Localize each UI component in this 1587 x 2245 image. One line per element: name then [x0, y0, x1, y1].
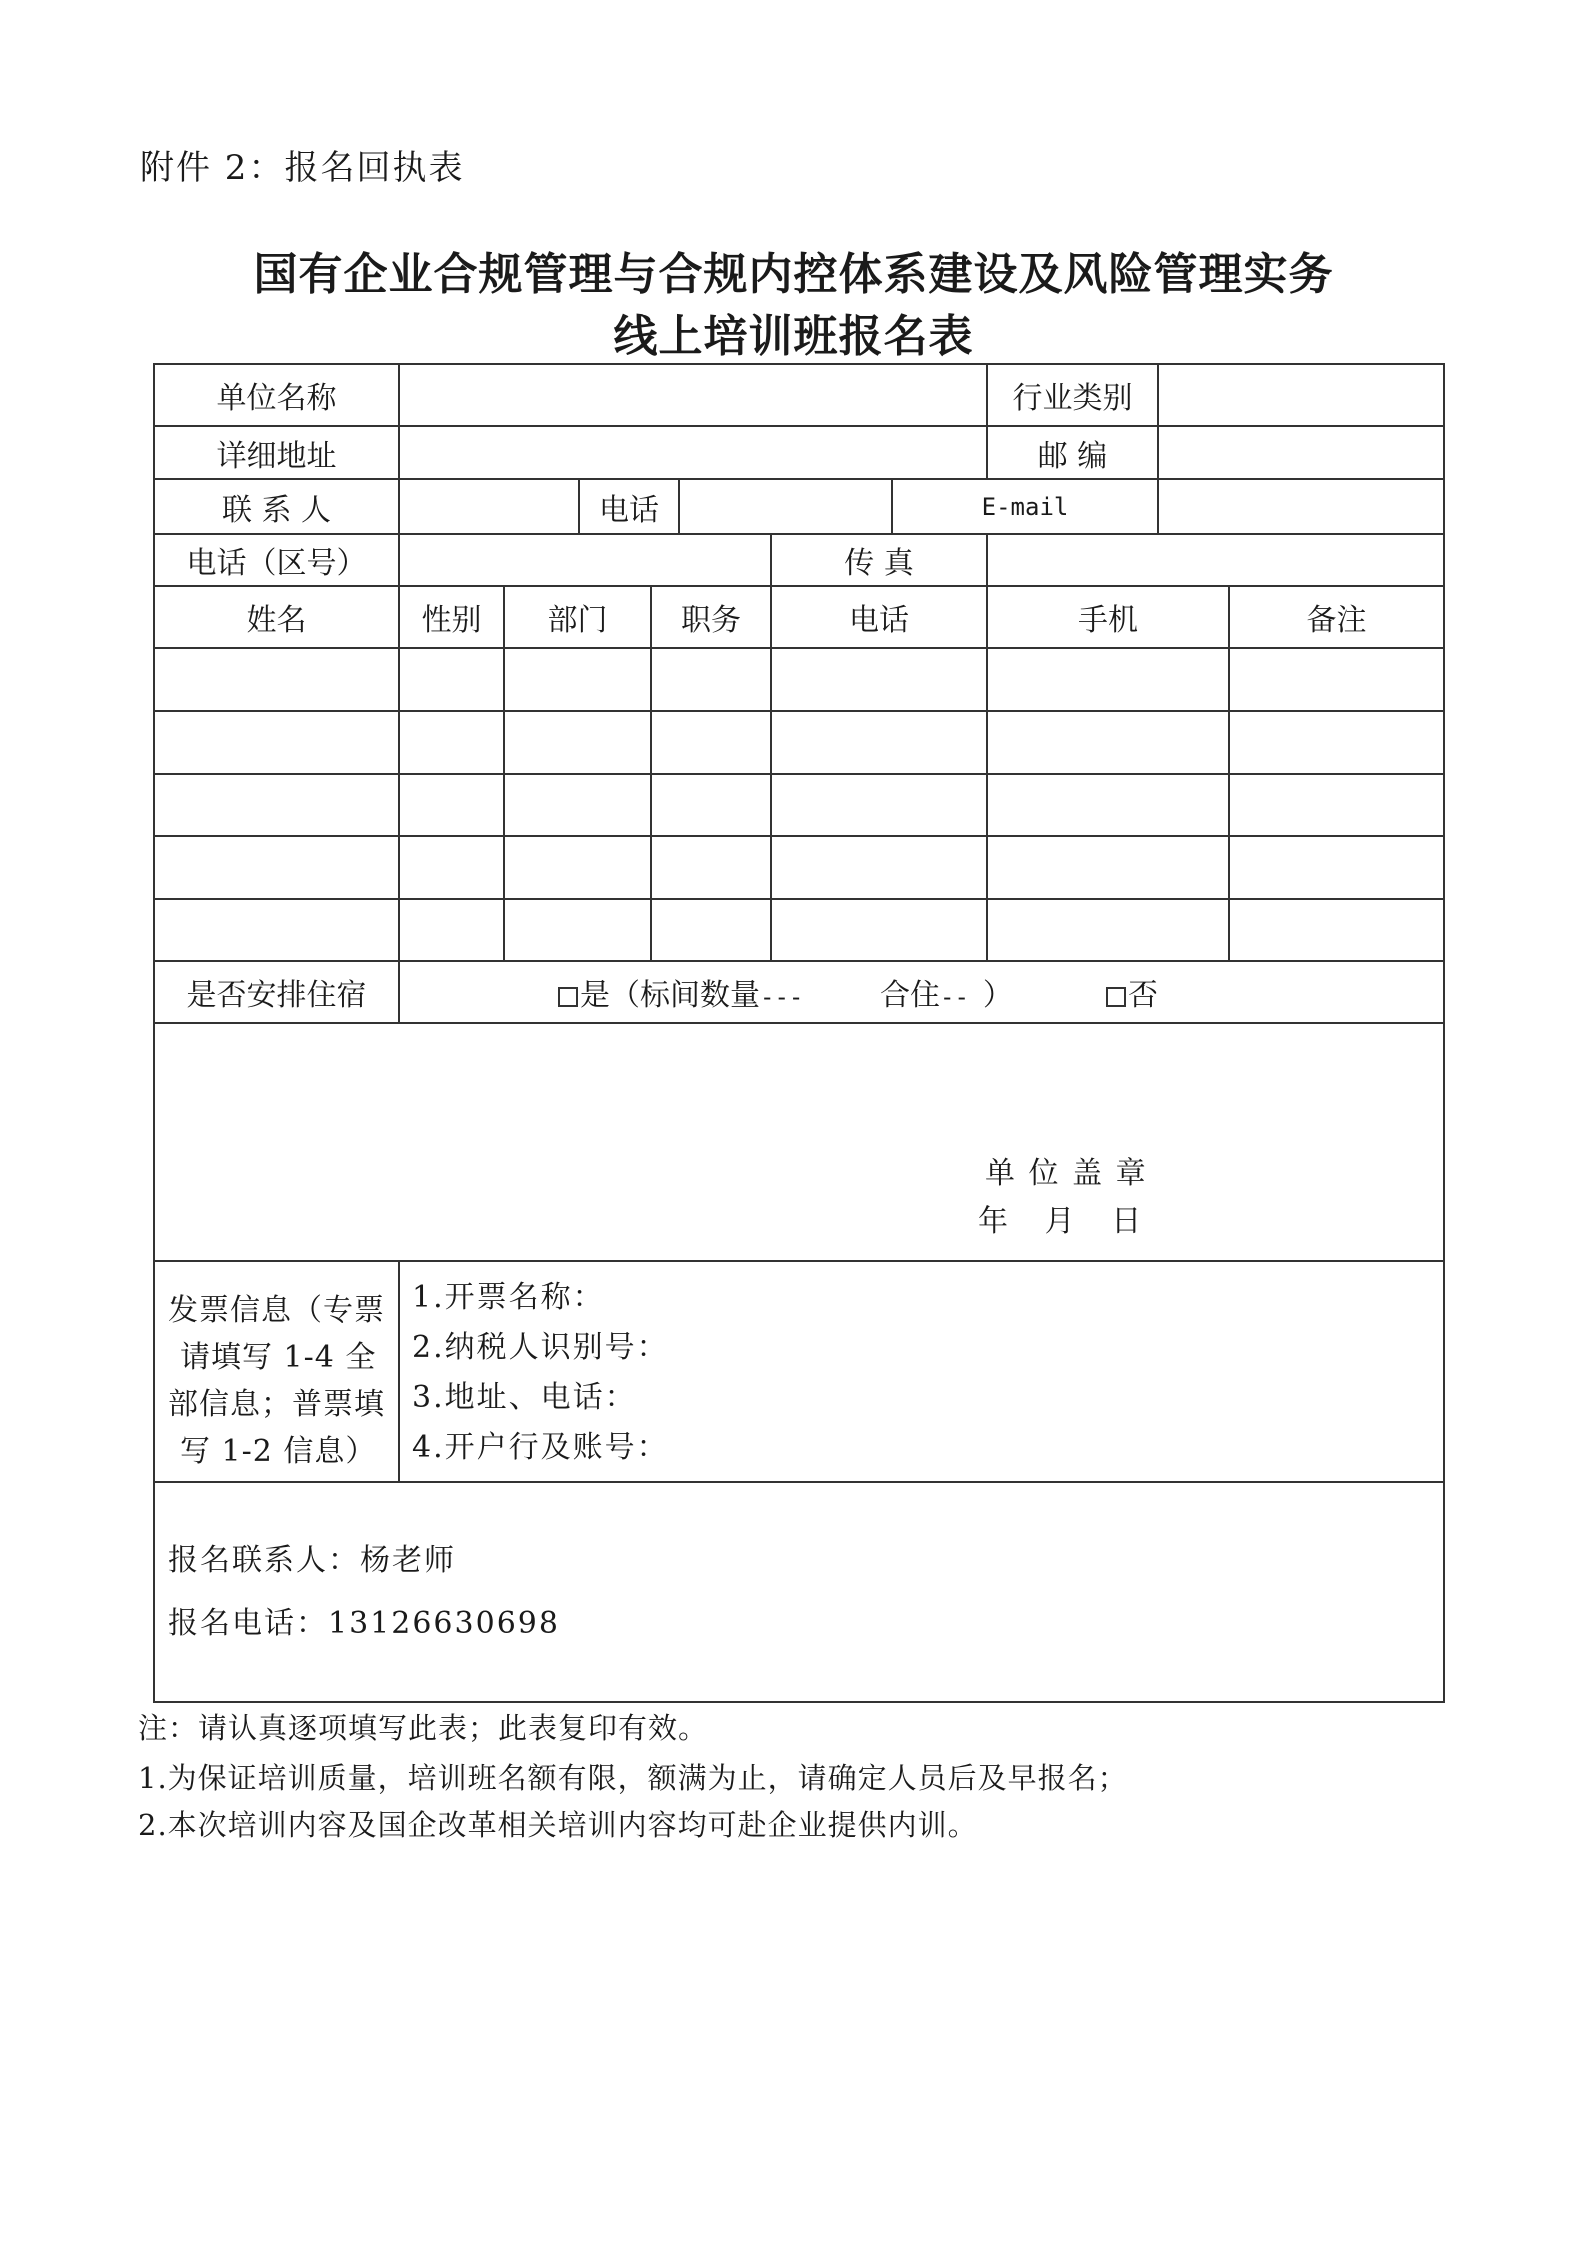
note: 注：请认真逐项填写此表；此表复印有效。 [138, 1711, 709, 1745]
room-count-blank[interactable]: --- [760, 983, 804, 1011]
row-divider [153, 710, 1445, 712]
contact-label: 联 系 人 [221, 492, 332, 528]
lodging-share-option [880, 970, 1013, 1014]
col-header-phone: 电话 [849, 603, 909, 638]
lodging-close-paren: ） [982, 978, 1013, 1013]
postcode-field[interactable] [1159, 427, 1443, 478]
annex-label: 附件 2：报名回执表 [140, 148, 465, 188]
org-name-label: 单位名称 [216, 381, 337, 416]
address-label: 详细地址 [216, 438, 337, 474]
lodging-no-label: 否 [1128, 978, 1158, 1013]
col-header-remarks: 备注 [1306, 603, 1367, 638]
form-subtitle: 线上培训班报名表 [613, 311, 974, 362]
checkbox-yes[interactable] [558, 987, 578, 1007]
date-label: 年 月 日 [978, 1204, 1144, 1239]
org-name-field[interactable] [400, 365, 986, 425]
row-divider [153, 773, 1445, 775]
lodging-yes-option[interactable] [558, 970, 803, 1014]
lodging-no-option[interactable] [1106, 970, 1158, 1014]
invoice-item-2[interactable]: 2.纳税人识别号： [412, 1330, 669, 1365]
invoice-item-4[interactable]: 4.开户行及账号： [412, 1430, 669, 1465]
col-header-gender: 性别 [421, 603, 482, 638]
registration-contact: 报名联系人：杨老师 [168, 1543, 456, 1578]
lodging-yes-label: 是（标间数量 [580, 978, 760, 1013]
row-divider [153, 1260, 1445, 1262]
registration-phone: 报名电话：13126630698 [168, 1606, 560, 1641]
contact-field[interactable] [400, 480, 578, 533]
invoice-label-line3: 部信息；普票填 [168, 1387, 385, 1422]
phone-area-label: 电话（区号） [186, 546, 367, 581]
phone-field[interactable] [680, 480, 891, 533]
row-divider [153, 1022, 1445, 1024]
postcode-label: 邮 编 [1037, 438, 1108, 474]
lodging-share-label: 合住 [880, 978, 940, 1013]
fax-field[interactable] [988, 535, 1443, 585]
phone-label: 电话 [599, 492, 659, 528]
invoice-label-line1: 发票信息（专票 [168, 1293, 385, 1328]
col-header-department: 部门 [547, 603, 608, 638]
invoice-label-line2: 请填写 1-4 全 [180, 1340, 377, 1375]
row-divider [153, 647, 1445, 649]
col-header-mobile: 手机 [1078, 603, 1138, 638]
invoice-label-line4: 写 1-2 信息） [180, 1434, 377, 1469]
note-item-2: 2.本次培训内容及国企改革相关培训内容均可赴企业提供内训。 [138, 1808, 978, 1842]
email-label: E-mail [981, 492, 1069, 521]
invoice-item-3[interactable]: 3.地址、电话： [412, 1380, 637, 1415]
industry-label: 行业类别 [1012, 381, 1133, 416]
row-divider [153, 898, 1445, 900]
email-field[interactable] [1159, 480, 1443, 533]
col-header-position: 职务 [681, 603, 741, 638]
industry-field[interactable] [1159, 365, 1443, 425]
lodging-options [400, 962, 1443, 1022]
invoice-item-1[interactable]: 1.开票名称： [412, 1280, 605, 1315]
col-divider [398, 1260, 400, 1481]
checkbox-no[interactable] [1106, 987, 1126, 1007]
seal-label: 单 位 盖 章 [985, 1156, 1148, 1191]
row-divider [153, 835, 1445, 837]
phone-area-field[interactable] [400, 535, 770, 585]
form-title: 国有企业合规管理与合规内控体系建设及风险管理实务 [253, 249, 1334, 300]
share-count-blank[interactable]: -- [940, 983, 969, 1011]
fax-label: 传 真 [844, 546, 914, 581]
note-item-1: 1.为保证培训质量，培训班名额有限，额满为止，请确定人员后及早报名； [138, 1761, 1128, 1795]
row-divider [153, 1481, 1445, 1483]
col-header-name: 姓名 [246, 603, 307, 638]
lodging-label: 是否安排住宿 [186, 978, 367, 1013]
address-field[interactable] [400, 427, 986, 478]
